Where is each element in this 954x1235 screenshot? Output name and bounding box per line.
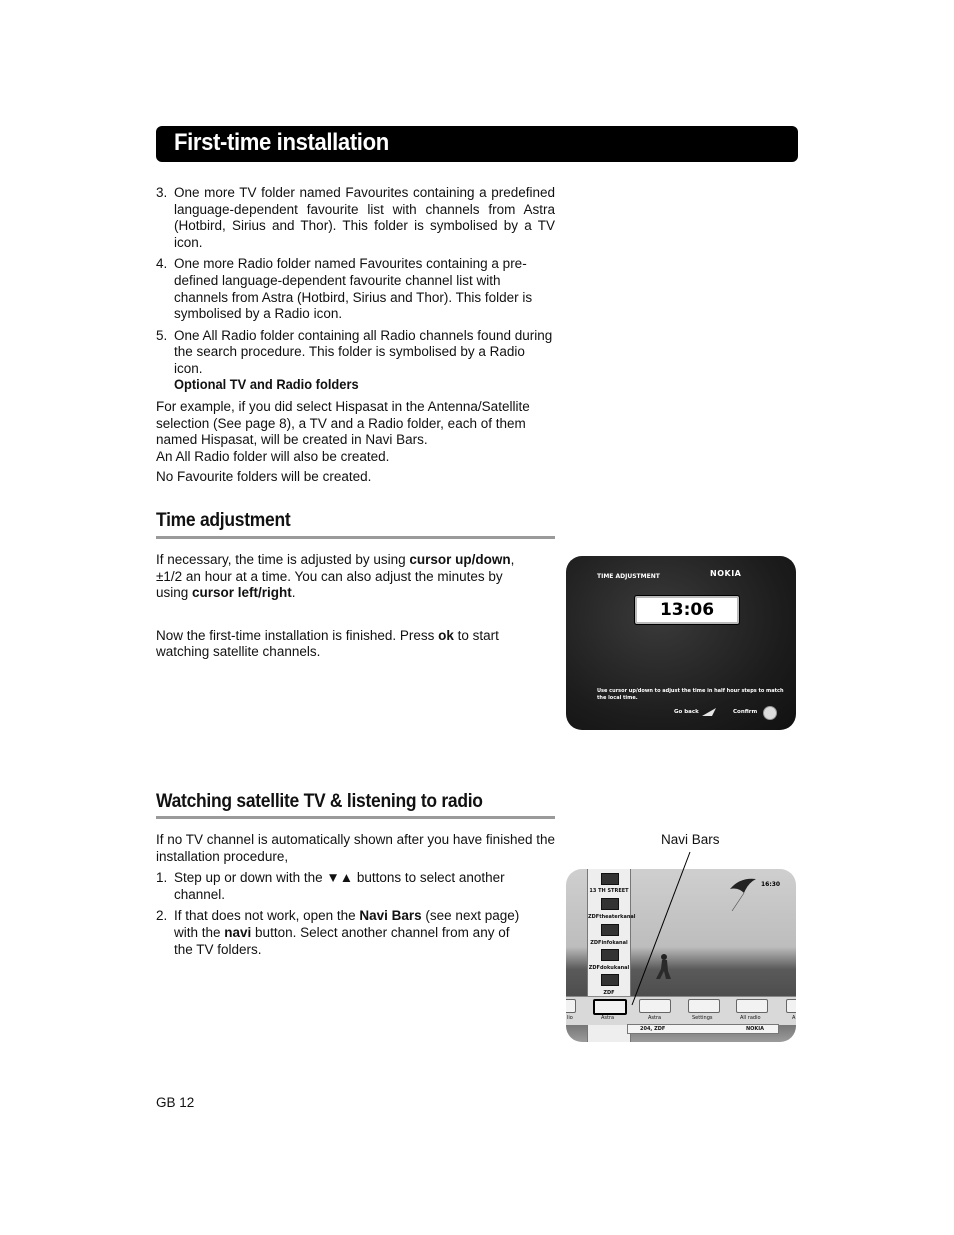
status-channel: 204, ZDF — [640, 1026, 666, 1032]
text-run: If that does not work, open the — [174, 908, 360, 924]
channel-label: ZDF — [603, 990, 615, 996]
status-brand: NOKIA — [746, 1026, 765, 1032]
folder-label: Settings — [692, 1015, 713, 1021]
optional-para: For example, if you did select Hispasat in the Antenna/Satellite selection (See page 8), a TV and a Radio folder, each of them named Hispasat, will be created in Navi Bars. — [156, 399, 530, 448]
channel-label: ZDFinfokanal — [590, 940, 628, 946]
time-adjustment-heading: Time adjustment — [156, 510, 291, 531]
channel-label: ZDFtheaterkanal — [588, 914, 636, 920]
list-item — [156, 185, 555, 251]
channel-label: ZDFdokukanal — [588, 965, 630, 971]
key-cursor-up-down: cursor up/down — [409, 552, 511, 567]
list-text: One more TV folder named Favourites containing a predefined language-dependent favourite list with channels from Astra (Hotbird, Sirius and Thor). This folder is symbolised by a TV icon. — [174, 185, 555, 250]
text-run: Step up or down with the — [174, 870, 327, 886]
text-run: . — [291, 585, 296, 601]
arrow-down-up-icon: ▼▲ — [326, 870, 354, 886]
folder-icon — [786, 999, 796, 1013]
time-adjustment-body — [156, 552, 526, 661]
watching-steps — [156, 870, 555, 958]
callout-pointer-line — [620, 850, 700, 1010]
tv-icon — [601, 974, 619, 986]
list-text: One more Radio folder named Favourites containing a pre-defined language-dependent favourite channel list with channels from Astra (Hotbird, Sirius and Thor). This folder is symbolised by a Radio icon. — [174, 256, 533, 322]
time-value: 13:06 — [659, 600, 715, 620]
list-number: 5. — [156, 327, 168, 343]
watching-heading: Watching satellite TV & listening to radio — [156, 791, 483, 812]
optional-para: No Favourite folders will be created. — [156, 469, 372, 485]
list-item — [156, 256, 555, 322]
screen-clock: 16:30 — [761, 881, 781, 888]
page-number: GB 12 — [156, 1095, 195, 1110]
screen-title: TIME ADJUSTMENT — [597, 573, 660, 580]
finish-para — [156, 628, 526, 661]
folder-list — [156, 185, 555, 378]
section-rule — [156, 536, 555, 539]
list-number: 1. — [156, 870, 168, 886]
navi-status-bar — [627, 1024, 779, 1034]
key-ok: ok — [438, 627, 454, 643]
folder-list-section — [156, 185, 555, 383]
key-cursor-left-right: cursor left/right — [192, 585, 292, 601]
page-title: First-time installation — [174, 129, 389, 156]
optional-para: An All Radio folder will also be created. — [156, 448, 390, 464]
key-navi: navi — [224, 924, 252, 940]
text-run: button. Select another channel from any of the TV folders. — [174, 924, 510, 957]
folder-label: Astra — [601, 1015, 615, 1021]
go-back-icon — [700, 706, 718, 718]
folder-label: All radio — [740, 1015, 761, 1021]
time-adjust-para — [156, 552, 526, 602]
time-field — [635, 596, 739, 624]
tv-icon — [601, 924, 619, 936]
optional-folders-body — [156, 399, 555, 486]
kite-image — [726, 875, 766, 911]
list-item — [156, 870, 555, 903]
navi-bars-callout: Navi Bars — [661, 832, 720, 847]
term-navi-bars: Navi Bars — [359, 908, 422, 924]
folder-label: lio — [567, 1015, 573, 1021]
text-run: buttons to select another channel. — [174, 870, 505, 902]
text-run: If necessary, the time is adjusted by using — [156, 552, 410, 567]
tv-icon — [601, 898, 619, 910]
list-item — [156, 908, 555, 958]
ok-button-icon — [763, 706, 777, 720]
list-item — [156, 328, 555, 378]
confirm-label: Confirm — [733, 709, 758, 715]
folder-label: A — [792, 1015, 796, 1021]
tv-icon — [601, 873, 619, 885]
list-number: 4. — [156, 256, 168, 272]
screen-hint: Use cursor up/down to adjust the time in half hour steps to match the local time. — [597, 688, 784, 701]
tv-icon — [601, 949, 619, 961]
folder-label: Astra — [648, 1015, 662, 1021]
text-run: Now the first-time installation is finished. Press — [156, 627, 439, 643]
go-back-label: Go back — [674, 709, 699, 715]
text-run: (see next page) with the — [174, 908, 520, 940]
list-text: One All Radio folder containing all Radio channels found during the search procedure. This folder is symbolised by a Radio icon. — [174, 327, 553, 376]
optional-folders-heading: Optional TV and Radio folders — [174, 376, 359, 392]
text-run: to start watching satellite channels. — [156, 627, 499, 660]
watching-intro: If no TV channel is automatically shown after you have finished the installation procedure, — [156, 832, 555, 864]
watching-body — [156, 832, 555, 963]
text-run: , ±1/2 an hour at a time. You can also adjust the minutes by using — [156, 552, 515, 601]
nokia-logo: NOKIA — [710, 569, 742, 578]
time-adjustment-screenshot — [566, 556, 796, 730]
radio-folder-icon — [566, 999, 576, 1013]
section-header-banner — [156, 126, 798, 162]
list-number: 3. — [156, 185, 168, 200]
channel-label: 13 TH STREET — [589, 888, 629, 894]
radio-folder-icon — [736, 999, 768, 1013]
section-rule — [156, 816, 555, 819]
list-number: 2. — [156, 908, 168, 924]
